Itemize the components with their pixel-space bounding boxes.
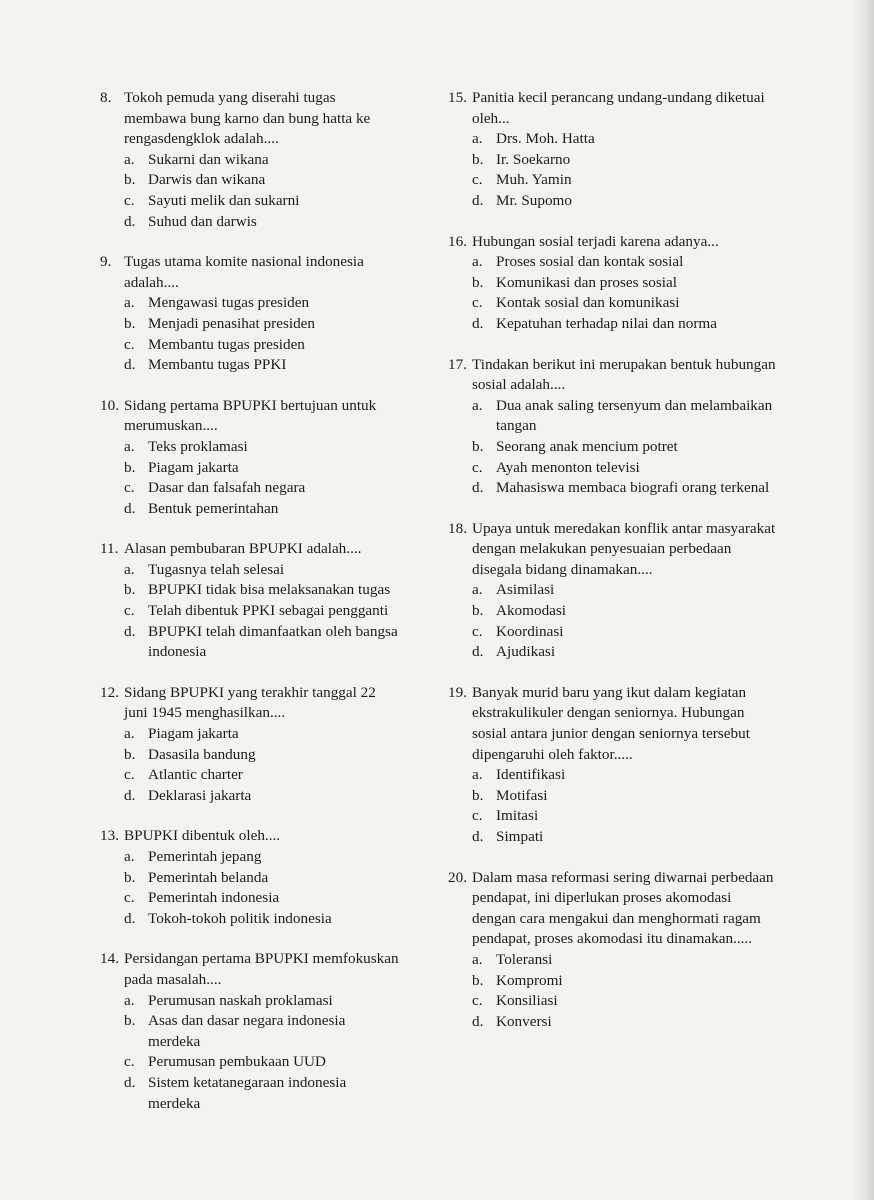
answer-options [448,950,778,1032]
option-text: Konsiliasi [496,992,558,1010]
option-letter: a. [472,950,483,968]
option-letter: b. [124,745,136,763]
question-stem [100,88,400,150]
option-text: Darwis dan wikana [148,171,266,189]
answer-option [100,437,400,458]
answer-option [448,252,778,273]
question-text: Alasan pembubaran BPUPKI adalah.... [124,540,362,558]
option-text: Asas dan dasar negara indonesia merdeka [148,1012,346,1050]
option-text: Muh. Yamin [496,171,572,189]
answer-options [448,580,778,662]
answer-option [100,150,400,171]
option-letter: c. [472,458,483,476]
question-8 [100,88,400,232]
answer-options [100,293,400,375]
answer-options [448,396,778,499]
option-letter: d. [124,212,136,230]
option-letter: a. [472,766,483,784]
option-letter: b. [472,437,484,455]
question-stem [100,949,400,990]
question-number: 14. [100,950,119,968]
option-letter: d. [124,1073,136,1091]
option-text: Mahasiswa membaca biografi orang terkenal [496,479,770,497]
option-letter: b. [124,581,136,599]
question-number: 12. [100,683,119,701]
question-17 [448,355,778,499]
option-letter: d. [124,909,136,927]
option-text: Dua anak saling tersenyum dan melambaikan tangan [496,396,773,435]
answer-option [448,786,778,807]
question-11 [100,539,400,663]
option-letter: a. [472,253,483,271]
answer-options [100,560,400,663]
answer-option [100,170,400,191]
option-letter: d. [472,479,484,497]
question-number: 20. [448,868,467,886]
option-text: Toleransi [496,950,553,968]
option-text: Dasar dan falsafah negara [148,479,306,497]
option-letter: c. [472,992,483,1010]
answer-option [448,129,778,150]
question-text: Tokoh pemuda yang diserahi tugas membawa bung karno dan bung hatta ke rengasdengklok adalah.... [124,89,371,148]
option-text: Kepatuhan terhadap nilai dan norma [496,314,717,332]
option-letter: d. [124,356,136,374]
question-number: 16. [448,232,467,250]
answer-options [100,991,400,1115]
question-text: Dalam masa reformasi sering diwarnai perbedaan pendapat, ini diperlukan proses akomodasi dengan cara mengakui dan menghormati ragam pendapat, proses akomodasi itu dinamakan..... [472,868,774,948]
answer-option [100,765,400,786]
answer-options [448,765,778,847]
option-letter: a. [124,437,135,455]
option-text: Koordinasi [496,622,564,640]
option-letter: c. [124,191,135,209]
question-number: 13. [100,827,119,845]
option-letter: a. [124,560,135,578]
question-18 [448,519,778,663]
option-letter: b. [124,868,136,886]
answer-option [100,868,400,889]
option-letter: b. [472,273,484,291]
option-text: Dasasila bandung [148,745,256,763]
answer-option [448,765,778,786]
option-text: Perumusan naskah proklamasi [148,991,333,1009]
option-text: Asimilasi [496,581,555,599]
question-number: 17. [448,355,467,373]
option-text: Tokoh-tokoh politik indonesia [148,909,332,927]
option-letter: a. [124,848,135,865]
answer-option [100,1073,400,1114]
question-number: 10. [100,396,119,414]
question-stem [448,519,778,581]
question-15 [448,88,778,212]
option-letter: a. [124,150,135,168]
question-text: Hubungan sosial terjadi karena adanya... [472,232,719,250]
option-letter: d. [124,499,136,517]
answer-option [448,273,778,294]
question-number: 8. [100,89,112,106]
answer-option [100,601,400,622]
question-stem [100,539,400,560]
question-stem [448,232,778,253]
option-text: Komunikasi dan proses sosial [496,273,677,291]
option-text: Konversi [496,1012,552,1030]
question-stem [100,826,400,847]
option-letter: c. [472,171,483,189]
answer-option [100,355,400,376]
option-letter: a. [124,294,135,312]
option-text: Motifasi [496,786,548,804]
answer-option [448,971,778,992]
option-text: Ayah menonton televisi [496,458,640,476]
option-text: Perumusan pembukaan UUD [148,1053,326,1071]
option-letter: c. [124,479,135,497]
question-text: Panitia kecil perancang undang-undang diketuai oleh... [472,89,765,127]
answer-option [448,580,778,601]
question-19 [448,683,778,848]
answer-option [448,170,778,191]
answer-option [100,991,400,1012]
option-letter: d. [124,786,136,804]
answer-option [100,191,400,212]
question-number: 9. [100,253,112,271]
option-text: Ajudikasi [496,643,556,661]
answer-option [448,827,778,848]
question-number: 18. [448,519,467,537]
option-letter: c. [124,766,135,784]
option-letter: d. [472,828,484,845]
answer-option [100,1011,400,1052]
option-text: Mr. Supomo [496,191,572,209]
option-text: Piagam jakarta [148,725,239,743]
question-stem [448,355,778,396]
question-number: 19. [448,683,467,701]
option-letter: d. [472,314,484,332]
question-10 [100,396,400,520]
option-text: BPUPKI tidak bisa melaksanakan tugas [148,581,391,599]
option-text: Sayuti melik dan sukarni [148,191,300,209]
option-text: Sistem ketatanegaraan indonesia merdeka [148,1073,347,1112]
option-letter: b. [124,171,136,189]
question-number: 15. [448,89,467,106]
option-text: Sukarni dan wikana [148,150,269,168]
option-letter: a. [124,725,135,743]
answer-option [448,293,778,314]
option-text: Suhud dan darwis [148,212,257,230]
option-letter: a. [124,991,135,1009]
option-letter: d. [472,643,484,661]
option-text: Identifikasi [496,766,566,784]
question-text: Persidangan pertama BPUPKI memfokuskan pada masalah.... [124,950,399,988]
question-text: Sidang BPUPKI yang terakhir tanggal 22 juni 1945 menghasilkan.... [124,683,376,722]
option-letter: b. [472,786,484,804]
question-stem [100,683,400,724]
question-text: Sidang pertama BPUPKI bertujuan untuk merumuskan.... [124,396,377,435]
option-text: Proses sosial dan kontak sosial [496,253,684,271]
answer-option [100,786,400,807]
answer-option [448,601,778,622]
answer-options [448,252,778,334]
option-text: BPUPKI telah dimanfaatkan oleh bangsa indonesia [148,622,398,661]
question-stem [100,396,400,437]
answer-option [100,335,400,356]
option-letter: b. [124,458,136,476]
question-text: BPUPKI dibentuk oleh.... [124,827,281,845]
option-letter: c. [124,1053,135,1071]
answer-option [448,991,778,1012]
option-letter: b. [472,602,484,620]
answer-option [448,150,778,171]
answer-option [100,478,400,499]
option-text: Imitasi [496,807,539,825]
question-text: Tugas utama komite nasional indonesia adalah.... [124,253,364,291]
option-letter: d. [472,191,484,209]
answer-options [100,724,400,806]
question-stem [448,683,778,765]
option-text: Ir. Soekarno [496,150,571,168]
answer-options [100,150,400,232]
answer-option [448,950,778,971]
answer-option [100,458,400,479]
option-text: Akomodasi [496,602,567,620]
option-letter: a. [472,581,483,599]
option-text: Bentuk pemerintahan [148,499,279,517]
option-letter: c. [124,335,135,353]
page-edge-shadow [852,0,874,1200]
answer-option [100,847,400,868]
option-letter: a. [472,396,483,414]
answer-option [448,478,778,499]
answer-option [100,499,400,520]
question-number: 11. [100,540,119,558]
option-text: Kompromi [496,971,563,989]
option-text: Menjadi penasihat presiden [148,314,316,332]
option-text: Drs. Moh. Hatta [496,130,595,148]
answer-option [100,909,400,930]
answer-option [448,396,778,437]
question-text: Upaya untuk meredakan konflik antar masyarakat dengan melakukan penyesuaian perbedaan disegala bidang dinamakan.... [472,519,776,578]
answer-option [100,293,400,314]
option-text: Atlantic charter [148,766,243,784]
question-text: Tindakan berikut ini merupakan bentuk hubungan sosial adalah.... [472,355,776,394]
question-9 [100,252,400,376]
question-stem [100,252,400,293]
question-stem [448,88,778,129]
question-20 [448,868,778,1033]
answer-option [448,622,778,643]
question-text: Banyak murid baru yang ikut dalam kegiatan ekstrakulikuler dengan seniornya. Hubungan sosial antara junior dengan seniornya tersebut dipengaruhi oleh faktor..... [472,683,750,763]
option-text: Mengawasi tugas presiden [148,294,310,312]
option-letter: c. [124,602,135,620]
right-question-column [448,88,778,1052]
option-letter: d. [124,622,136,640]
option-text: Simpati [496,828,544,845]
left-question-column [100,88,400,1134]
answer-option [100,314,400,335]
answer-option [448,191,778,212]
question-14 [100,949,400,1114]
option-letter: d. [472,1012,484,1030]
question-stem [448,868,778,950]
option-text: Pemerintah jepang [148,848,262,865]
question-16 [448,232,778,335]
answer-option [100,622,400,663]
option-letter: c. [472,622,483,640]
option-letter: c. [124,889,135,907]
option-text: Kontak sosial dan komunikasi [496,294,680,312]
option-letter: b. [124,314,136,332]
option-letter: a. [472,130,483,148]
option-text: Pemerintah belanda [148,868,269,886]
answer-option [100,724,400,745]
option-letter: c. [472,807,483,825]
option-text: Membantu tugas PPKI [148,356,287,374]
option-letter: b. [472,971,484,989]
option-text: Tugasnya telah selesai [148,560,285,578]
answer-option [448,642,778,663]
question-13 [100,826,400,929]
answer-option [448,314,778,335]
option-text: Deklarasi jakarta [148,786,252,804]
answer-option [100,745,400,766]
answer-option [100,580,400,601]
option-text: Pemerintah indonesia [148,889,280,907]
answer-options [448,129,778,211]
question-12 [100,683,400,807]
answer-option [100,212,400,233]
option-text: Seorang anak mencium potret [496,437,678,455]
option-text: Piagam jakarta [148,458,239,476]
answer-option [448,806,778,827]
option-text: Telah dibentuk PPKI sebagai pengganti [148,602,389,620]
answer-option [100,1052,400,1073]
option-text: Membantu tugas presiden [148,335,305,353]
answer-option [448,458,778,479]
option-letter: b. [124,1012,136,1030]
answer-options [100,847,400,929]
option-letter: c. [472,294,483,312]
option-text: Teks proklamasi [148,437,248,455]
answer-options [100,437,400,519]
option-letter: b. [472,150,484,168]
answer-option [448,437,778,458]
answer-option [100,560,400,581]
answer-option [100,888,400,909]
answer-option [448,1012,778,1033]
